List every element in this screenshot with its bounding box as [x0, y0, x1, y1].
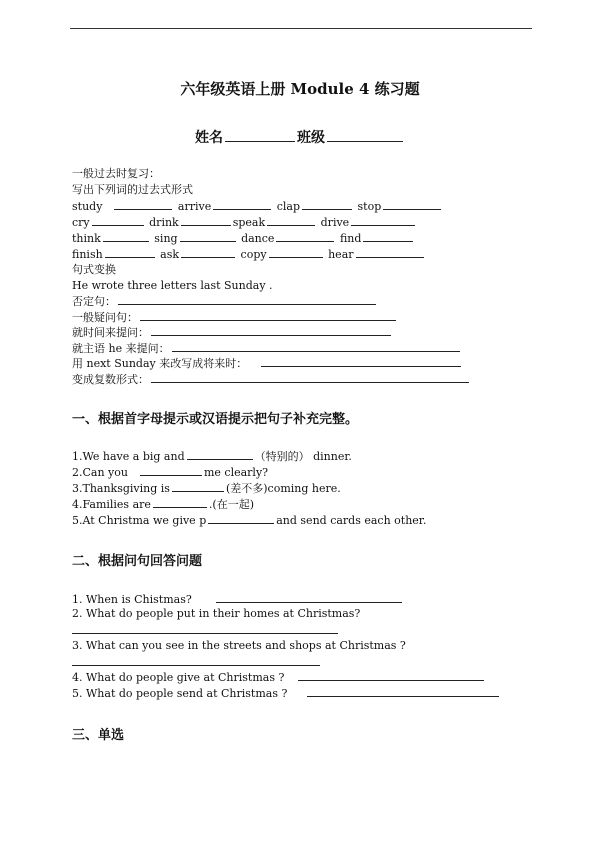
- answer-blank[interactable]: [140, 310, 396, 321]
- answer-blank[interactable]: [267, 215, 315, 226]
- answer-blank[interactable]: [151, 325, 391, 336]
- answer-blank[interactable]: [216, 592, 402, 603]
- answer-blank[interactable]: [351, 215, 415, 226]
- answer-blank[interactable]: [302, 199, 352, 210]
- answer-blank[interactable]: [140, 465, 202, 476]
- transform-item: 就主语 he 来提问：: [72, 341, 462, 356]
- transform-item: 用 next Sunday 来改写成将来时：: [72, 356, 463, 371]
- name-blank[interactable]: [225, 131, 295, 142]
- answer-blank[interactable]: [153, 497, 207, 508]
- section1-item: 2.Can you me clearly?: [72, 466, 269, 479]
- answer-blank[interactable]: [181, 247, 235, 258]
- word: study: [72, 200, 103, 213]
- page-title: 六年级英语上册 Module 4 练习题: [180, 80, 420, 98]
- word: think: [72, 232, 101, 245]
- review-row: [72, 199, 443, 214]
- class-blank[interactable]: [327, 131, 403, 142]
- word: arrive: [177, 200, 212, 213]
- word: drink: [149, 216, 179, 229]
- review-row: [72, 231, 415, 246]
- section2-item: 2. What do people put in their homes at Christmas?: [72, 607, 361, 620]
- word: hear: [328, 248, 354, 261]
- word: find: [339, 232, 362, 245]
- answer-blank[interactable]: [383, 199, 441, 210]
- answer-blank[interactable]: [307, 686, 499, 697]
- answer-blank[interactable]: [180, 231, 236, 242]
- transform-sentence: He wrote three letters last Sunday .: [72, 279, 273, 292]
- answer-blank[interactable]: [276, 231, 334, 242]
- name-class-line: [0, 127, 600, 147]
- answer-blank[interactable]: [213, 199, 271, 210]
- section2-item: 3. What can you see in the streets and shops at Christmas ?: [72, 639, 406, 652]
- answer-blank[interactable]: [261, 356, 461, 367]
- transform-item: 一般疑问句：: [72, 310, 398, 325]
- review-instruction: 写出下列词的过去式形式: [72, 183, 193, 196]
- review-heading: 一般过去时复习：: [72, 167, 160, 180]
- answer-blank[interactable]: [172, 481, 224, 492]
- answer-blank[interactable]: [356, 247, 424, 258]
- review-row: [72, 247, 426, 262]
- transform-heading: 句式变换: [72, 263, 116, 276]
- answer-blank[interactable]: [269, 247, 323, 258]
- word: speak: [232, 216, 266, 229]
- word: sing: [154, 232, 178, 245]
- section3-heading: 三、单选: [72, 728, 125, 743]
- section2-heading: 二、根据问句回答问题: [72, 554, 203, 569]
- transform-item: 否定句：: [72, 294, 378, 309]
- word: clap: [276, 200, 301, 213]
- top-rule: [70, 28, 532, 29]
- section1-item: 3.Thanksgiving is (差不多)coming here.: [72, 482, 341, 495]
- answer-line[interactable]: [72, 665, 320, 666]
- word: ask: [160, 248, 180, 261]
- answer-blank[interactable]: [181, 215, 231, 226]
- word: cry: [72, 216, 90, 229]
- review-row: [72, 215, 417, 230]
- section1-item: 5.At Christma we give p and send cards each other.: [72, 514, 427, 527]
- answer-blank[interactable]: [92, 215, 144, 226]
- answer-line[interactable]: [72, 633, 338, 634]
- answer-blank[interactable]: [172, 341, 460, 352]
- transform-item: 变成复数形式：: [72, 372, 471, 387]
- answer-blank[interactable]: [363, 231, 413, 242]
- word: drive: [320, 216, 350, 229]
- answer-blank[interactable]: [298, 670, 484, 681]
- section2-item: 1. When is Chistmas?: [72, 592, 404, 607]
- answer-blank[interactable]: [208, 513, 274, 524]
- answer-blank[interactable]: [103, 231, 149, 242]
- section1-heading: 一、根据首字母提示或汉语提示把句子补充完整。: [72, 412, 359, 427]
- answer-blank[interactable]: [187, 449, 253, 460]
- answer-blank[interactable]: [151, 372, 469, 383]
- answer-blank[interactable]: [114, 199, 172, 210]
- section1-item: 4.Families are .(在一起): [72, 498, 254, 511]
- section2-item: 5. What do people send at Christmas ?: [72, 686, 501, 701]
- word: copy: [240, 248, 267, 261]
- answer-blank[interactable]: [118, 294, 376, 305]
- transform-item: 就时间来提问：: [72, 325, 393, 340]
- word: stop: [357, 200, 382, 213]
- answer-blank[interactable]: [105, 247, 155, 258]
- section2-item: 4. What do people give at Christmas ?: [72, 670, 486, 685]
- class-label: 班级: [297, 130, 325, 146]
- word: finish: [72, 248, 103, 261]
- word: dance: [241, 232, 275, 245]
- name-label: 姓名: [195, 130, 223, 146]
- section1-item: 1.We have a big and （特别的） dinner.: [72, 450, 352, 463]
